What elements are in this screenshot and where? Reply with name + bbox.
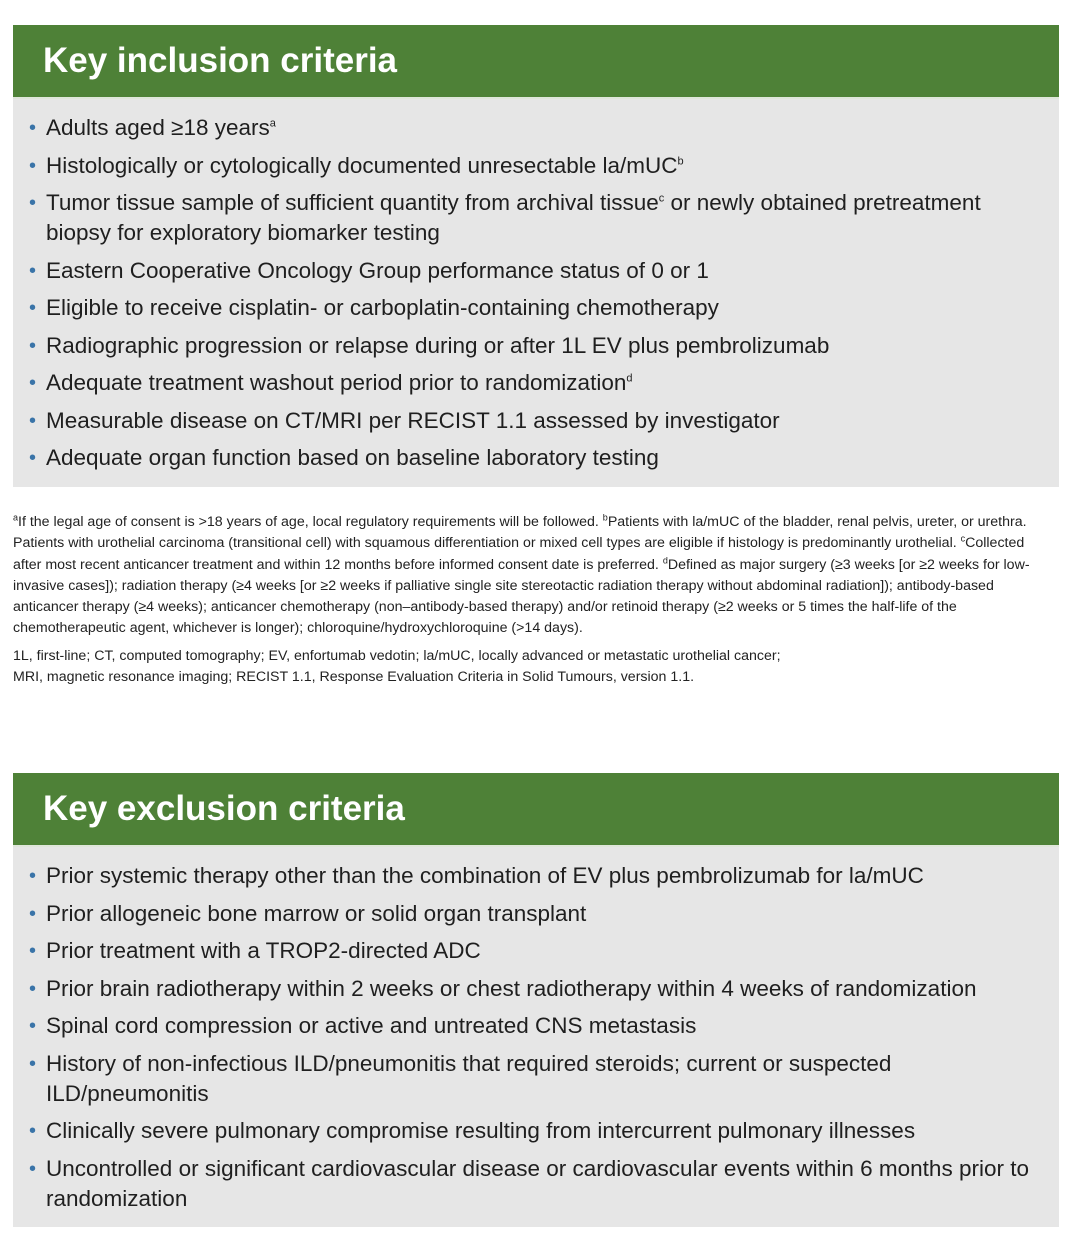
inclusion-criteria-title: Key inclusion criteria: [13, 25, 1059, 99]
bullet-icon: •: [29, 192, 37, 214]
bullet-icon: •: [29, 409, 37, 432]
bullet-icon: •: [29, 154, 37, 177]
list-item: • Eastern Cooperative Oncology Group performance status of 0 or 1: [29, 256, 1049, 286]
bullet-icon: •: [29, 940, 37, 962]
list-item: • Adequate organ function based on baseline laboratory testing: [29, 443, 1049, 473]
list-item: • Clinically severe pulmonary compromise resulting from intercurrent pulmonary illnesses: [29, 1116, 1049, 1146]
exclusion-criteria-list: [29, 861, 1049, 1214]
inclusion-criteria-body: [13, 99, 1059, 487]
exclusion-criteria-panel: [13, 773, 1059, 1227]
list-item: • Adequate treatment washout period prior to randomization$^d$: [29, 368, 1049, 398]
list-item: • Radiographic progression or relapse during or after 1L EV plus pembrolizumab: [29, 331, 1049, 361]
list-item: • History of non-infectious ILD/pneumonitis that required steroids; current or suspected ILD/pneumonitis: [29, 1050, 892, 1106]
list-item: • Prior systemic therapy other than the combination of EV plus pembrolizumab for la/mUC: [29, 861, 1049, 891]
list-item: • Measurable disease on CT/MRI per RECIST 1.1 assessed by investigator: [29, 406, 1049, 436]
inclusion-criteria-panel: [13, 25, 1059, 487]
bullet-icon: •: [29, 977, 37, 1000]
list-item: • Tumor tissue sample of sufficient quantity from archival tissue$^c$ or newly obtained pretreatment biopsy for exploratory biomarker testing: [29, 190, 981, 245]
bullet-icon: •: [29, 1120, 37, 1142]
exclusion-criteria-title: Key exclusion criteria: [13, 773, 1059, 847]
list-item: • Prior brain radiotherapy within 2 weeks or chest radiotherapy within 4 weeks of randomization: [29, 974, 1049, 1004]
exclusion-criteria-body: [13, 847, 1059, 1227]
footnote-references: $^a$If the legal age of consent is >18 years of age, local regulatory requirements will be followed. $^b$Patients with la/mUC of the bladder, renal pelvis, ureter, or urethra. Patients with urothelial carcinoma (transitional cell) with squamous differentiation or mixed cell types are eligible if histology is predominantly urothelial. $^c$Collected after most recent anticancer treatment and within 12 months before informed consent date is preferred. $^d$Defined as major surgery (≥3 weeks [or ≥2 weeks for low-invasive cases]); radiation therapy (≥4 weeks [or ≥2 weeks if palliative single site stereotactic radiation therapy without abdominal radiation]); antibody-based anticancer therapy (≥4 weeks); anticancer chemotherapy (non–antibody-based therapy) and/or retinoid therapy (≥2 weeks or 5 times the half-life of the chemotherapeutic agent, whichever is longer); chloroquine/hydroxychloroquine (>14 days).: [13, 512, 1030, 637]
bullet-icon: •: [29, 297, 37, 319]
list-item: • Eligible to receive cisplatin- or carboplatin-containing chemotherapy: [29, 293, 1049, 323]
list-item: • Histologically or cytologically documented unresectable la/mUC$^b$: [29, 151, 1049, 181]
bullet-icon: •: [29, 1015, 37, 1037]
bullet-icon: •: [29, 259, 37, 282]
bullet-icon: •: [29, 865, 37, 887]
bullet-icon: •: [29, 447, 37, 469]
list-item: • Uncontrolled or significant cardiovascular disease or cardiovascular events within 6 months prior to randomization: [29, 1155, 1029, 1211]
inclusion-criteria-list: [29, 113, 1049, 473]
list-item: • Spinal cord compression or active and untreated CNS metastasis: [29, 1011, 1049, 1041]
abbreviations: 1L, first-line; CT, computed tomography; EV, enfortumab vedotin; la/mUC, locally advanced or metastatic urothelial cancer; MRI, magnetic resonance imaging; RECIST 1.1, Response Evaluation Criteria in Solid Tumours, version 1.1.: [13, 647, 781, 686]
footnotes: [13, 512, 1053, 694]
bullet-icon: •: [29, 902, 37, 925]
bullet-icon: •: [29, 1052, 37, 1075]
list-item: • Prior allogeneic bone marrow or solid organ transplant: [29, 899, 1049, 929]
bullet-icon: •: [29, 117, 37, 139]
bullet-icon: •: [29, 372, 37, 394]
list-item: • Adults aged ≥18 years$^a$: [29, 113, 1049, 143]
list-item: • Prior treatment with a TROP2-directed ADC: [29, 936, 1049, 966]
bullet-icon: •: [29, 334, 37, 357]
bullet-icon: •: [29, 1157, 37, 1180]
